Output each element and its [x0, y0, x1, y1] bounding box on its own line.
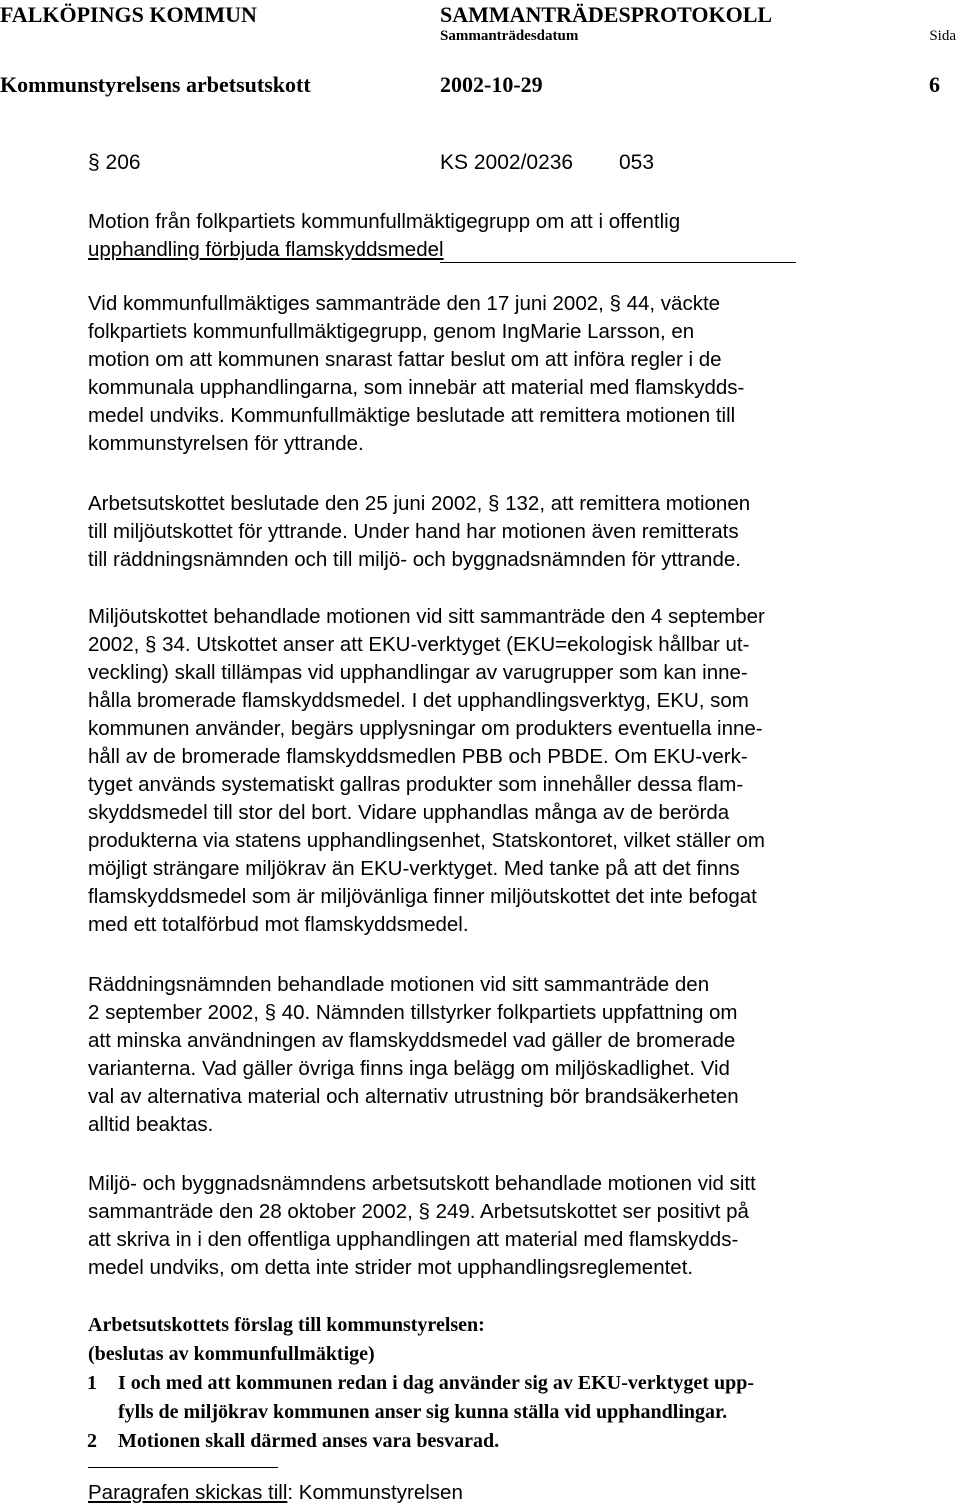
text-line: kommunala upphandlingarna, som innebär att material med flamskydds- — [88, 376, 745, 399]
case-title-line: upphandling förbjuda flamskyddsmedel — [88, 238, 444, 261]
distribution-line — [88, 1481, 463, 1505]
distribution-recipient: : Kommunstyrelsen — [287, 1481, 463, 1504]
proposal-item-text: fylls de miljökrav kommunen anser sig kunna ställa vid upphandlingar. — [118, 1401, 728, 1423]
text-line: möjligt strängare miljökrav än EKU-verktyget. Med tanke på att det finns — [88, 857, 740, 880]
text-line: varianterna. Vad gäller övriga finns inga belägg om miljöskadlighet. Vid — [88, 1057, 730, 1080]
paragraph — [88, 603, 908, 939]
text-line: till miljöutskottet för yttrande. Under hand har motionen även remitterats — [88, 520, 739, 543]
proposal-section — [88, 1311, 485, 1369]
title-underline — [440, 262, 796, 263]
text-line: skyddsmedel till stor del bort. Vidare upphandlas många av de berörda — [88, 801, 730, 824]
case-reference: KS 2002/0236 — [440, 151, 574, 174]
proposal-list — [88, 1369, 908, 1457]
text-line: 2 september 2002, § 40. Nämnden tillstyrker folkpartiets uppfattning om — [88, 1001, 738, 1024]
case-title — [88, 208, 680, 264]
text-line: till räddningsnämnden och till miljö- och byggnadsnämnden för yttrande. — [88, 548, 741, 571]
paragraph — [88, 290, 908, 458]
paragraph — [88, 490, 908, 574]
text-line: Miljö- och byggnadsnämndens arbetsutskott behandlade motionen vid sitt — [88, 1172, 756, 1195]
proposal-item — [88, 1427, 908, 1456]
text-line: tyget används systematiskt gallras produkter som innehåller dessa flam- — [88, 773, 744, 796]
case-title-line: Motion från folkpartiets kommunfullmäktigegrupp om att i offentlig — [88, 210, 681, 233]
text-line: val av alternativa material och alternativ utrustning bör brandsäkerheten — [88, 1085, 739, 1108]
paragraph — [88, 1170, 908, 1282]
text-line: veckling) skall tillämpas vid upphandlingar av varugrupper som kan inne- — [88, 661, 748, 684]
text-line: håll av de bromerade flamskyddsmedlen PBB och PBDE. Om EKU-verk- — [88, 745, 748, 768]
text-line: att minska användningen av flamskyddsmedel vad gäller de bromerade — [88, 1029, 736, 1052]
text-line: med ett totalförbud mot flamskyddsmedel. — [88, 913, 469, 936]
proposal-item-text: I och med att kommunen redan i dag använder sig av EKU-verktyget upp- — [118, 1372, 754, 1394]
page-label: Sida — [929, 28, 956, 44]
text-line: medel undviks. Kommunfullmäktige beslutade att remittera motionen till — [88, 404, 736, 427]
text-line: alltid beaktas. — [88, 1113, 214, 1136]
proposal-heading: Arbetsutskottets förslag till kommunstyrelsen: — [88, 1314, 485, 1336]
footer-divider — [88, 1467, 278, 1468]
text-line: folkpartiets kommunfullmäktigegrupp, genom IngMarie Larsson, en — [88, 320, 695, 343]
meeting-date: 2002-10-29 — [440, 72, 543, 97]
date-label: Sammanträdesdatum — [440, 28, 579, 44]
distribution-label: Paragrafen skickas till — [88, 1481, 288, 1504]
proposal-item — [88, 1369, 908, 1427]
page-number: 6 — [929, 72, 940, 97]
text-line: medel undviks, om detta inte strider mot upphandlingsreglementet. — [88, 1256, 694, 1279]
document-type: SAMMANTRÄDESPROTOKOLL — [440, 2, 773, 27]
text-line: 2002, § 34. Utskottet anser att EKU-verktyget (EKU=ekologisk hållbar ut- — [88, 633, 750, 656]
section-number: § 206 — [88, 151, 141, 174]
case-code: 053 — [619, 151, 655, 174]
organization-name: FALKÖPINGS KOMMUN — [0, 2, 257, 27]
text-line: kommunen använder, begärs upplysningar om produkters eventuella inne- — [88, 717, 763, 740]
proposal-item-number: 2 — [87, 1430, 97, 1452]
text-line: kommunstyrelsen för yttrande. — [88, 432, 364, 455]
text-line: Arbetsutskottet beslutade den 25 juni 2002, § 132, att remittera motionen — [88, 492, 751, 515]
text-line: sammanträde den 28 oktober 2002, § 249. Arbetsutskottet ser positivt på — [88, 1200, 749, 1223]
text-line: Miljöutskottet behandlade motionen vid sitt sammanträde den 4 september — [88, 605, 765, 628]
text-line: motion om att kommunen snarast fattar beslut om att införa regler i de — [88, 348, 722, 371]
proposal-item-text: Motionen skall därmed anses vara besvarad. — [118, 1430, 500, 1452]
text-line: Vid kommunfullmäktiges sammanträde den 17 juni 2002, § 44, väckte — [88, 292, 721, 315]
text-line: Räddningsnämnden behandlade motionen vid sitt sammanträde den — [88, 973, 710, 996]
committee-name: Kommunstyrelsens arbetsutskott — [0, 72, 311, 97]
text-line: hålla bromerade flamskyddsmedel. I det upphandlingsverktyg, EKU, som — [88, 689, 749, 712]
text-line: att skriva in i den offentliga upphandlingen att material med flamskydds- — [88, 1228, 739, 1251]
proposal-subheading: (beslutas av kommunfullmäktige) — [88, 1343, 375, 1365]
text-line: flamskyddsmedel som är miljövänliga finner miljöutskottet det inte befogat — [88, 885, 757, 908]
proposal-item-number: 1 — [87, 1372, 97, 1394]
paragraph — [88, 971, 908, 1139]
text-line: produkterna via statens upphandlingsenhet, Statskontoret, vilket ställer om — [88, 829, 765, 852]
